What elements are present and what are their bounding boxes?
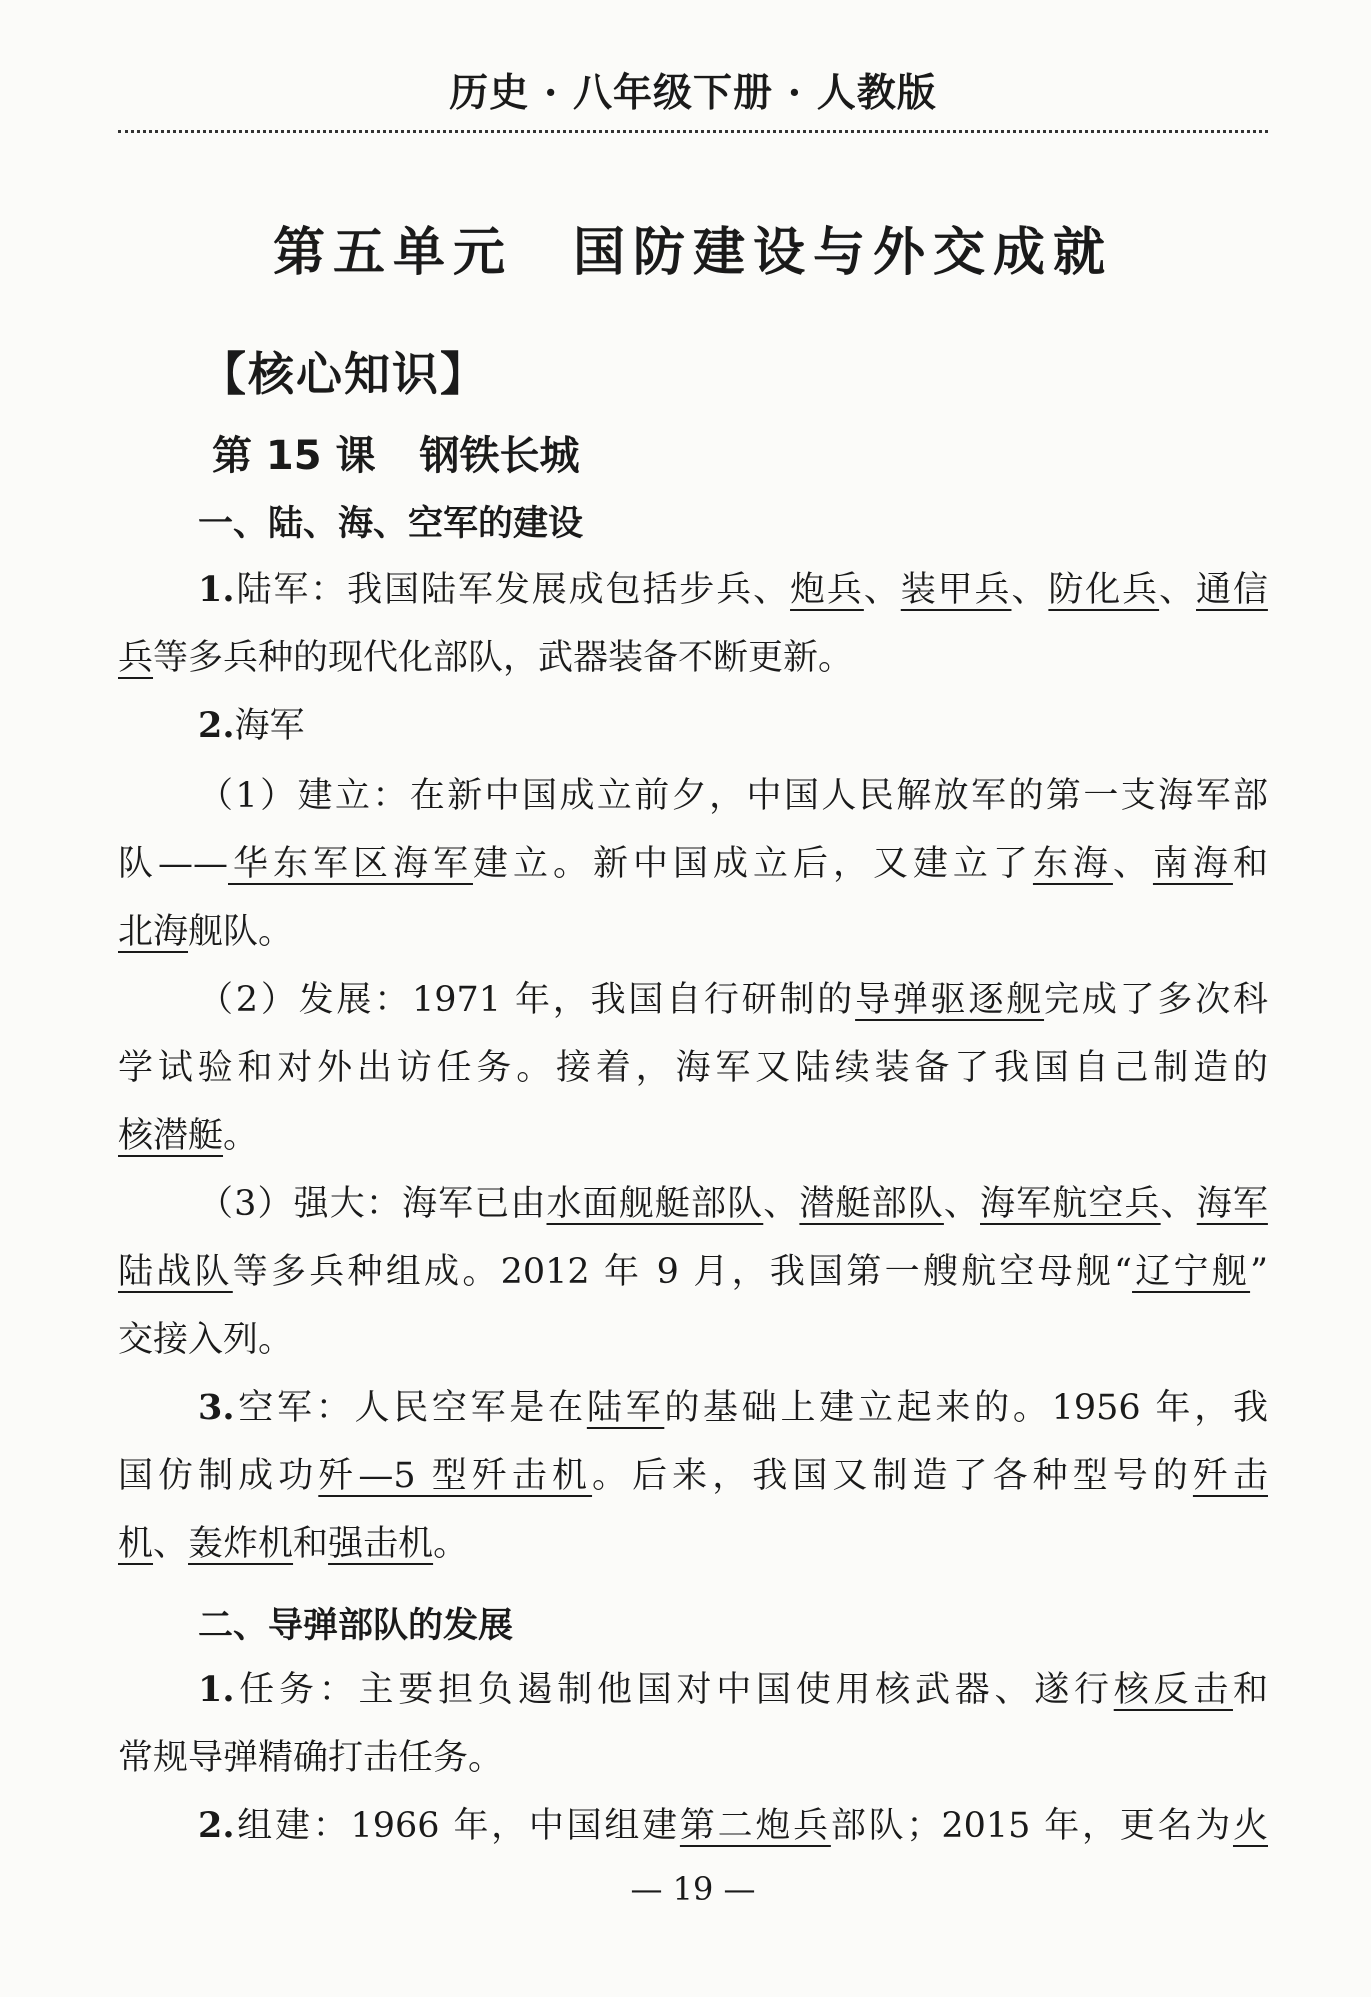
navy-p2-line-1: （2）发展：1971 年，我国自行研制的导弹驱逐舰完成了多次科 — [198, 980, 1268, 1020]
missile-founding-line-1: 2.组建：1966 年，中国组建第二炮兵部队；2015 年，更名为火 — [198, 1805, 1268, 1846]
section-heading-missile-force: 二、导弹部队的发展 — [198, 1606, 514, 1646]
core-knowledge-heading: 【核心知识】 — [200, 347, 488, 401]
missile-task-line-1: 1.任务：主要担负遏制他国对中国使用核武器、遂行核反击和 — [198, 1669, 1268, 1710]
unit-label: 第五单元 — [272, 222, 513, 283]
section-heading-army-navy-air: 一、陆、海、空军的建设 — [198, 504, 584, 544]
navy-p3-line-3: 交接入列。 — [118, 1320, 294, 1360]
navy-p2-line-3: 核潜艇。 — [118, 1116, 259, 1156]
page-number: — 19 — — [630, 1870, 756, 1908]
army-line-2: 兵等多兵种的现代化部队，武器装备不断更新。 — [118, 638, 854, 678]
navy-heading: 2.海军 — [198, 705, 305, 746]
navy-p1-line-2: 队——华东军区海军建立。新中国成立后，又建立了东海、南海和 — [118, 844, 1268, 884]
running-header: 历史 · 八年级下册 · 人教版 — [449, 70, 937, 116]
missile-task-line-2: 常规导弹精确打击任务。 — [118, 1738, 504, 1778]
navy-p1-line-3: 北海舰队。 — [118, 912, 294, 952]
lesson-name: 钢铁长城 — [419, 433, 580, 479]
airforce-line-2: 国仿制成功歼—5 型歼击机。后来，我国又制造了各种型号的歼击 — [118, 1456, 1268, 1496]
navy-p3-line-2: 陆战队等多兵种组成。2012 年 9 月，我国第一艘航空母舰“辽宁舰” — [118, 1252, 1268, 1292]
unit-title — [118, 210, 1268, 285]
lesson-title — [212, 424, 580, 481]
lesson-label: 第 15 课 — [212, 433, 376, 479]
airforce-line-3: 机、轰炸机和强击机。 — [118, 1524, 469, 1564]
header-dotted-rule — [118, 130, 1268, 133]
airforce-line-1: 3.空军：人民空军是在陆军的基础上建立起来的。1956 年，我 — [198, 1387, 1268, 1428]
unit-name: 国防建设与外交成就 — [573, 222, 1114, 283]
navy-p1-line-1: （1）建立：在新中国成立前夕，中国人民解放军的第一支海军部 — [198, 776, 1268, 816]
navy-p2-line-2: 学试验和对外出访任务。接着，海军又陆续装备了我国自己制造的 — [118, 1048, 1268, 1088]
navy-p3-line-1: （3）强大：海军已由水面舰艇部队、潜艇部队、海军航空兵、海军 — [198, 1184, 1268, 1224]
army-line-1: 1.陆军：我国陆军发展成包括步兵、炮兵、装甲兵、防化兵、通信 — [198, 569, 1268, 610]
